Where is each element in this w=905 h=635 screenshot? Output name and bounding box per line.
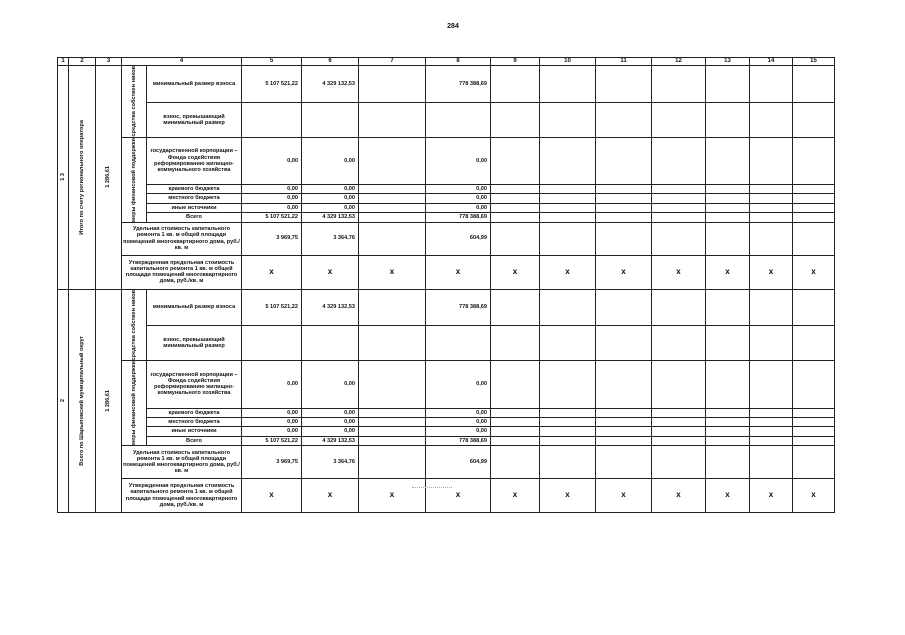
value-col14	[750, 417, 793, 426]
value-col12	[652, 427, 706, 436]
row-label: минимальный размер взноса	[147, 289, 242, 326]
value-col9	[491, 184, 540, 193]
value-col7	[359, 137, 426, 184]
owners-funds-group: средства собствен ников	[122, 289, 147, 361]
value-col14	[750, 184, 793, 193]
value-col6: 0,00	[302, 417, 359, 426]
value-col11	[596, 66, 652, 103]
x-mark: x	[302, 255, 359, 289]
value-col5: 5 107 521,22	[242, 213, 302, 222]
row-label: Утвержденная предельная стоимость капитального ремонта 1 кв. м общей площади помещений многоквартирного дома, руб./кв. м	[122, 479, 242, 513]
row-label: краевого бюджета	[147, 184, 242, 193]
row-label: взнос, превышающий минимальный размер	[147, 102, 242, 137]
value-col13	[706, 361, 750, 408]
value-col13	[706, 436, 750, 445]
value-col10	[540, 213, 596, 222]
table-row	[58, 408, 835, 417]
value-col10	[540, 408, 596, 417]
col-header: 1	[58, 58, 69, 66]
value-col7	[359, 427, 426, 436]
financial-support-group: меры финансовой поддержки	[122, 361, 147, 446]
value-col14	[750, 446, 793, 479]
value-col14	[750, 203, 793, 212]
value-col5: 0,00	[242, 417, 302, 426]
value-col9	[491, 102, 540, 137]
section-title: Итого по счету регионального оператора	[69, 66, 96, 290]
value-col9	[491, 194, 540, 203]
row-label: Всего	[147, 436, 242, 445]
value-col5	[242, 326, 302, 361]
value-col8: 0,00	[426, 361, 491, 408]
value-col5: 0,00	[242, 408, 302, 417]
col-header: 15	[793, 58, 835, 66]
row-label: Всего	[147, 213, 242, 222]
value-col6: 0,00	[302, 408, 359, 417]
owners-funds-group: средства собствен ников	[122, 66, 147, 138]
value-col7	[359, 446, 426, 479]
value-col11	[596, 436, 652, 445]
value-col8: 0,00	[426, 203, 491, 212]
value-col14	[750, 213, 793, 222]
value-col9	[491, 289, 540, 326]
value-col12	[652, 436, 706, 445]
x-mark: x	[426, 255, 491, 289]
value-col15	[793, 417, 835, 426]
value-col9	[491, 213, 540, 222]
value-col5: 5 107 521,22	[242, 436, 302, 445]
value-col13	[706, 222, 750, 255]
value-col5: 0,00	[242, 137, 302, 184]
value-col9	[491, 361, 540, 408]
value-col11	[596, 408, 652, 417]
value-col15	[793, 361, 835, 408]
row-label: государственной корпорации – Фонда содействия реформированию жилищно-коммунального хозяйства	[147, 361, 242, 408]
value-col8: 604,99	[426, 446, 491, 479]
value-col9	[491, 446, 540, 479]
value-col6: 0,00	[302, 194, 359, 203]
x-mark: x	[793, 479, 835, 513]
table-row	[58, 436, 835, 445]
value-col7	[359, 408, 426, 417]
value-col15	[793, 408, 835, 417]
value-col13	[706, 326, 750, 361]
table-row	[58, 66, 835, 103]
value-col5	[242, 102, 302, 137]
value-col7	[359, 66, 426, 103]
x-mark: x	[706, 255, 750, 289]
financial-support-group: меры финансовой поддержки	[122, 137, 147, 222]
value-col13	[706, 203, 750, 212]
x-mark: x	[242, 255, 302, 289]
col-header: 8	[426, 58, 491, 66]
row-number: 2	[58, 289, 69, 513]
value-col5: 3 969,75	[242, 222, 302, 255]
value-col10	[540, 289, 596, 326]
value-col15	[793, 203, 835, 212]
col-header: 9	[491, 58, 540, 66]
value-col14	[750, 427, 793, 436]
col-header: 7	[359, 58, 426, 66]
value-col12	[652, 408, 706, 417]
col-header: 11	[596, 58, 652, 66]
value-col11	[596, 326, 652, 361]
value-col13	[706, 417, 750, 426]
value-col13	[706, 446, 750, 479]
col-header: 14	[750, 58, 793, 66]
value-col6: 4 329 132,53	[302, 436, 359, 445]
value-col15	[793, 289, 835, 326]
value-col11	[596, 427, 652, 436]
row-label: государственной корпорации – Фонда содействия реформированию жилищно-коммунального хозяйства	[147, 137, 242, 184]
value-col12	[652, 213, 706, 222]
value-col13	[706, 194, 750, 203]
value-col12	[652, 102, 706, 137]
x-mark: x	[359, 255, 426, 289]
value-col10	[540, 436, 596, 445]
value-col15	[793, 222, 835, 255]
table-row	[58, 289, 835, 326]
value-col8	[426, 102, 491, 137]
value-col14	[750, 66, 793, 103]
value-col5: 5 107 521,22	[242, 289, 302, 326]
table-row	[58, 446, 835, 479]
value-col9	[491, 203, 540, 212]
value-col14	[750, 137, 793, 184]
value-col5: 0,00	[242, 361, 302, 408]
section-title: Всего по Шарыповский муниципальный округ	[69, 289, 96, 513]
table-row	[58, 184, 835, 193]
value-col13	[706, 427, 750, 436]
value-col6: 4 329 132,53	[302, 66, 359, 103]
row-label: местного бюджета	[147, 194, 242, 203]
value-col11	[596, 446, 652, 479]
x-mark: x	[596, 255, 652, 289]
value-col5: 3 969,75	[242, 446, 302, 479]
value-col7	[359, 289, 426, 326]
value-col10	[540, 102, 596, 137]
value-col6: 0,00	[302, 203, 359, 212]
value-col9	[491, 436, 540, 445]
col-header: 5	[242, 58, 302, 66]
value-col14	[750, 326, 793, 361]
value-col7	[359, 436, 426, 445]
value-col7	[359, 361, 426, 408]
table-row	[58, 361, 835, 408]
value-col13	[706, 66, 750, 103]
value-col8	[426, 326, 491, 361]
value-col14	[750, 361, 793, 408]
page-number: 284	[447, 23, 459, 30]
value-col8: 0,00	[426, 137, 491, 184]
x-mark: x	[652, 479, 706, 513]
value-col15	[793, 213, 835, 222]
value-col5: 0,00	[242, 194, 302, 203]
value-col7	[359, 102, 426, 137]
value-col10	[540, 203, 596, 212]
value-col9	[491, 408, 540, 417]
x-mark: x	[491, 479, 540, 513]
value-col13	[706, 289, 750, 326]
value-col7	[359, 184, 426, 193]
value-col9	[491, 427, 540, 436]
value-col15	[793, 427, 835, 436]
value-col15	[793, 184, 835, 193]
table-row	[58, 137, 835, 184]
x-mark: x	[540, 479, 596, 513]
value-col7	[359, 222, 426, 255]
value-col6: 4 329 132,53	[302, 289, 359, 326]
table-row	[58, 213, 835, 222]
value-col8: 778 388,69	[426, 289, 491, 326]
value-col8: 0,00	[426, 194, 491, 203]
col-header: 3	[96, 58, 122, 66]
col-header: 10	[540, 58, 596, 66]
value-col10	[540, 417, 596, 426]
row-number: 1 3	[58, 66, 69, 290]
x-mark: x	[793, 255, 835, 289]
value-col6: 3 364,76	[302, 446, 359, 479]
x-mark: x	[359, 479, 426, 513]
table-row	[58, 203, 835, 212]
value-col6: 3 364,76	[302, 222, 359, 255]
value-col11	[596, 361, 652, 408]
value-col14	[750, 222, 793, 255]
value-col6	[302, 326, 359, 361]
value-col10	[540, 446, 596, 479]
row-label: Удельная стоимость капитального ремонта 1 кв. м общей площади помещений многоквартирного дома, руб./кв. м	[122, 222, 242, 255]
value-col15	[793, 66, 835, 103]
value-col12	[652, 417, 706, 426]
value-col10	[540, 66, 596, 103]
x-mark: x	[596, 479, 652, 513]
col-header: 2	[69, 58, 96, 66]
value-col11	[596, 213, 652, 222]
col-header: 13	[706, 58, 750, 66]
row-label: минимальный размер взноса	[147, 66, 242, 103]
value-col12	[652, 194, 706, 203]
value-col12	[652, 137, 706, 184]
value-col6: 0,00	[302, 184, 359, 193]
value-col13	[706, 213, 750, 222]
value-col10	[540, 137, 596, 184]
value-col15	[793, 194, 835, 203]
value-col5: 0,00	[242, 427, 302, 436]
x-mark: x	[302, 479, 359, 513]
value-col8: 604,99	[426, 222, 491, 255]
value-col12	[652, 326, 706, 361]
value-col12	[652, 446, 706, 479]
area-value: 1 286,61	[96, 66, 122, 290]
value-col9	[491, 417, 540, 426]
value-col8: 778 388,69	[426, 66, 491, 103]
value-col11	[596, 289, 652, 326]
value-col11	[596, 203, 652, 212]
row-label: Удельная стоимость капитального ремонта 1 кв. м общей площади помещений многоквартирного дома, руб./кв. м	[122, 446, 242, 479]
value-col13	[706, 137, 750, 184]
value-col11	[596, 417, 652, 426]
value-col11	[596, 222, 652, 255]
value-col6: 0,00	[302, 361, 359, 408]
table-row	[58, 102, 835, 137]
value-col10	[540, 194, 596, 203]
value-col9	[491, 326, 540, 361]
value-col10	[540, 326, 596, 361]
value-col13	[706, 408, 750, 417]
row-label: Утвержденная предельная стоимость капитального ремонта 1 кв. м общей площади помещений многоквартирного дома, руб./кв. м	[122, 255, 242, 289]
table-row	[58, 427, 835, 436]
value-col10	[540, 427, 596, 436]
scan-artifact	[412, 487, 452, 488]
value-col14	[750, 408, 793, 417]
area-value: 1 286,61	[96, 289, 122, 513]
value-col10	[540, 361, 596, 408]
value-col13	[706, 184, 750, 193]
x-mark: x	[750, 479, 793, 513]
value-col12	[652, 289, 706, 326]
col-header: 12	[652, 58, 706, 66]
value-col7	[359, 326, 426, 361]
x-mark: x	[540, 255, 596, 289]
value-col10	[540, 184, 596, 193]
value-col8: 778 388,69	[426, 213, 491, 222]
table-row	[58, 326, 835, 361]
x-mark: x	[426, 479, 491, 513]
capital-repair-table	[57, 57, 835, 513]
value-col11	[596, 194, 652, 203]
value-col8: 0,00	[426, 417, 491, 426]
table-row	[58, 194, 835, 203]
value-col15	[793, 436, 835, 445]
value-col9	[491, 222, 540, 255]
value-col8: 0,00	[426, 184, 491, 193]
x-mark: x	[652, 255, 706, 289]
value-col10	[540, 222, 596, 255]
value-col12	[652, 361, 706, 408]
value-col14	[750, 194, 793, 203]
value-col6: 0,00	[302, 427, 359, 436]
value-col13	[706, 102, 750, 137]
value-col8: 778 388,69	[426, 436, 491, 445]
value-col5: 0,00	[242, 203, 302, 212]
table-row	[58, 479, 835, 513]
value-col11	[596, 137, 652, 184]
value-col14	[750, 102, 793, 137]
value-col8: 0,00	[426, 408, 491, 417]
value-col7	[359, 203, 426, 212]
table-row	[58, 255, 835, 289]
value-col11	[596, 102, 652, 137]
row-label: иные источники	[147, 427, 242, 436]
value-col14	[750, 436, 793, 445]
value-col15	[793, 102, 835, 137]
value-col7	[359, 194, 426, 203]
row-label: краевого бюджета	[147, 408, 242, 417]
value-col11	[596, 184, 652, 193]
x-mark: x	[750, 255, 793, 289]
col-header: 4	[122, 58, 242, 66]
value-col6: 4 329 132,53	[302, 213, 359, 222]
row-label: местного бюджета	[147, 417, 242, 426]
row-label: взнос, превышающий минимальный размер	[147, 326, 242, 361]
table-row	[58, 417, 835, 426]
value-col9	[491, 66, 540, 103]
value-col15	[793, 326, 835, 361]
value-col7	[359, 417, 426, 426]
value-col15	[793, 137, 835, 184]
column-number-row	[58, 58, 835, 66]
table-row	[58, 222, 835, 255]
x-mark: x	[706, 479, 750, 513]
x-mark: x	[242, 479, 302, 513]
value-col15	[793, 446, 835, 479]
value-col5: 5 107 521,22	[242, 66, 302, 103]
row-label: иные источники	[147, 203, 242, 212]
value-col8: 0,00	[426, 427, 491, 436]
value-col12	[652, 222, 706, 255]
value-col6: 0,00	[302, 137, 359, 184]
x-mark: x	[491, 255, 540, 289]
value-col12	[652, 184, 706, 193]
value-col5: 0,00	[242, 184, 302, 193]
col-header: 6	[302, 58, 359, 66]
value-col6	[302, 102, 359, 137]
value-col14	[750, 289, 793, 326]
value-col9	[491, 137, 540, 184]
value-col12	[652, 203, 706, 212]
value-col12	[652, 66, 706, 103]
value-col7	[359, 213, 426, 222]
